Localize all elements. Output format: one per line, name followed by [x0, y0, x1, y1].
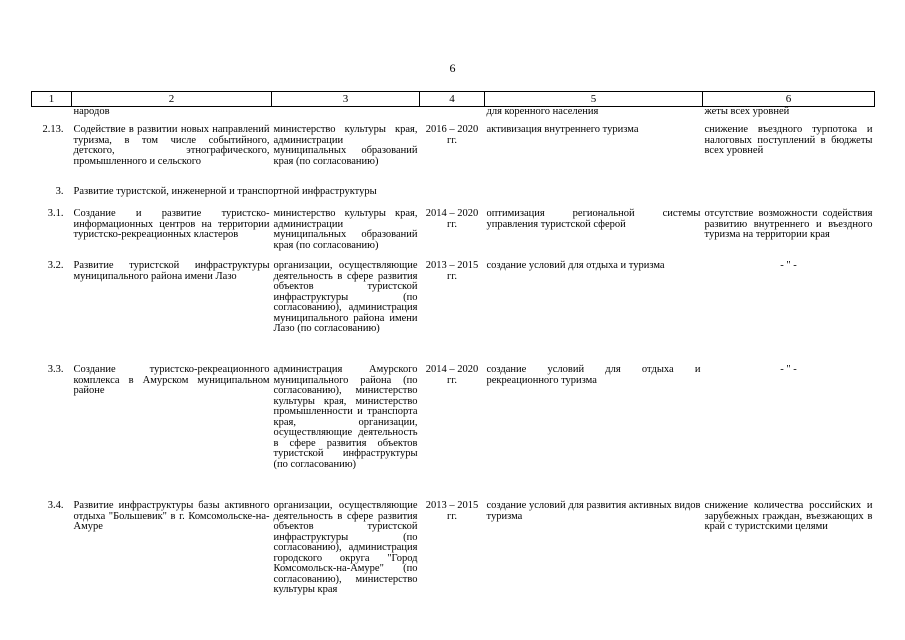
measure-consequence: - " - [780, 260, 797, 271]
column-number-row [32, 92, 875, 107]
measure-executor: министерство культуры края, администрации муниципальных образований края (по согласованию) [273, 208, 418, 251]
measure-period: 2014 – 2020 гг. [425, 364, 479, 386]
measure-period: 2013 – 2015 гг. [425, 500, 479, 522]
row-number: 3.2. [47, 260, 64, 271]
measure-consequence: отсутствие возможности содействия развитию внутреннего и въездного туризма на территории края [704, 208, 873, 240]
measure-executor: министерство культуры края, администрации муниципальных образований края (по согласованию) [273, 124, 418, 167]
row-number: 2.13. [42, 124, 64, 135]
col-header-6: 6 [703, 92, 875, 107]
measure-name: Развитие туристской инфраструктуры муниципального района имени Лазо [73, 260, 270, 282]
measure-executor: организации, осуществляющие деятельность в сфере развития объектов туристской инфраструктуры (по согласованию), администрация муниципального района имени Лазо (по согласованию) [273, 260, 418, 334]
continuation-consequence: жеты всех уровней [704, 106, 790, 117]
measure-name: Создание и развитие туристско-информационных центров на территории туристско-рекреационных кластеров [73, 208, 270, 240]
measure-result: создание условий для отдыха и туризма [486, 260, 665, 271]
measure-executor: организации, осуществляющие деятельность в сфере развития объектов туристской инфраструктуры (по согласованию), администрация городского округа "Город Комсомольск-на-Амуре" (по согласованию), министерство культуры края [273, 500, 418, 595]
table-row [32, 365, 875, 501]
measure-name: Развитие инфраструктуры базы активного отдыха "Большевик" в г. Комсомольске-на-Амуре [73, 500, 270, 532]
continuation-row [32, 107, 875, 126]
continuation-result: для коренного населения [486, 106, 599, 117]
table-row [32, 501, 875, 617]
measure-name: Создание туристско-рекреационного комплекса в Амурском муниципальном районе [73, 364, 270, 396]
col-header-3: 3 [272, 92, 420, 107]
measure-consequence: снижение количества российских и зарубежных граждан, въезжающих в край с туристскими целями [704, 500, 873, 532]
measure-consequence: снижение въездного турпотока и налоговых поступлений в бюджеты всех уровней [704, 124, 873, 156]
col-header-1: 1 [32, 92, 72, 107]
measures-table [31, 91, 875, 617]
measure-consequence: - " - [780, 364, 797, 375]
table-row [32, 209, 875, 261]
measure-result: создание условий для отдыха и рекреационного туризма [486, 364, 701, 386]
row-number: 3.3. [47, 364, 64, 375]
measure-result: создание условий для развития активных видов туризма [486, 500, 701, 522]
row-number: 3.1. [47, 208, 64, 219]
measure-result: активизация внутреннего туризма [486, 124, 639, 135]
section-number: 3. [55, 186, 64, 197]
continuation-name: народов [73, 106, 110, 117]
table-row [32, 261, 875, 365]
section-title: Развитие туристской, инженерной и транспортной инфраструктуры [73, 186, 377, 197]
col-header-5: 5 [485, 92, 703, 107]
col-header-4: 4 [420, 92, 485, 107]
measure-name: Содействие в развитии новых направлений туризма, в том числе событийного, детского, этнографического, промышленного и сельского [73, 124, 270, 167]
measure-executor: администрация Амурского муниципального района (по согласованию), министерство культуры края, министерство промышленности и транспорта края, организации, осуществляющие деятельность в сфере развития объектов туристской инфраструктуры (по согласованию) [273, 364, 418, 470]
measure-period: 2014 – 2020 гг. [425, 208, 479, 230]
col-header-2: 2 [72, 92, 272, 107]
page-number: 6 [449, 61, 456, 75]
table-row [32, 125, 875, 187]
section-row [32, 187, 875, 209]
row-number: 3.4. [47, 500, 64, 511]
measure-period: 2013 – 2015 гг. [425, 260, 479, 282]
measure-result: оптимизация региональной системы управления туристской сферой [486, 208, 701, 230]
measure-period: 2016 – 2020 гг. [425, 124, 479, 146]
